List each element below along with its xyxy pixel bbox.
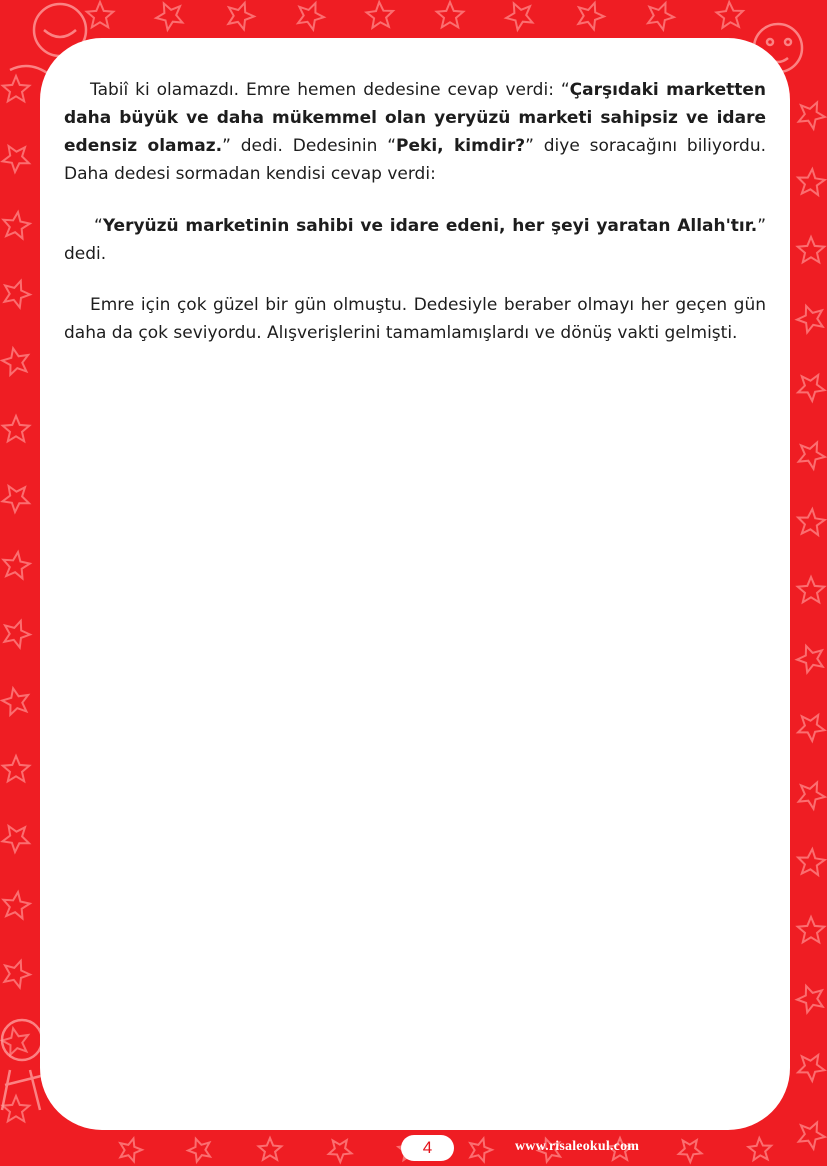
text-run: ” dedi.	[64, 216, 766, 264]
star-icon	[3, 76, 30, 101]
story-text	[64, 76, 766, 347]
star-icon	[120, 1139, 142, 1162]
website-link[interactable]: www.risaleokul.com	[515, 1139, 640, 1154]
star-icon	[799, 102, 825, 128]
bold-text-run: Yeryüzü marketinin sahibi ve idare edeni, her şeyi yaratan Allah'tır.	[102, 216, 758, 236]
star-icon	[3, 552, 29, 578]
paragraph-1	[64, 76, 766, 188]
star-icon	[367, 2, 394, 28]
star-icon	[799, 782, 825, 808]
star-icon	[228, 3, 254, 30]
bold-text-run: Çarşıdaki marketten daha büyük ve daha mükemmel olan yeryüzü marketi sahipsiz ve idare edensiz olamaz.	[64, 80, 766, 156]
star-icon	[798, 237, 825, 262]
star-icon	[717, 2, 744, 28]
paragraph-3	[64, 291, 766, 347]
page-number: 4	[401, 1135, 454, 1161]
star-icon	[797, 646, 823, 673]
star-icon	[799, 1122, 825, 1148]
star-icon	[3, 892, 29, 918]
star-icon	[3, 756, 30, 781]
bold-text-run: Peki, kimdir?	[396, 136, 526, 156]
star-icon	[470, 1139, 492, 1162]
star-icon	[298, 3, 324, 30]
star-icon	[3, 212, 29, 238]
star-icon	[188, 1139, 210, 1162]
star-icon	[3, 416, 30, 441]
star-icon	[506, 3, 532, 29]
star-icon	[4, 281, 30, 308]
star-icon	[798, 375, 825, 401]
star-icon	[2, 688, 28, 715]
star-icon	[797, 306, 823, 333]
text-run: “	[94, 216, 103, 236]
star-icon	[798, 577, 825, 602]
star-icon	[329, 1140, 352, 1162]
star-icon	[2, 826, 29, 852]
star-icon	[648, 3, 674, 30]
child-doodle-bottom-left	[2, 1020, 45, 1110]
star-icon	[2, 486, 29, 512]
star-icon	[797, 986, 823, 1013]
star-icon	[87, 2, 114, 27]
star-icon	[2, 146, 29, 172]
star-icon	[679, 1140, 702, 1162]
paragraph-2	[64, 212, 766, 268]
text-run: Emre için çok güzel bir gün olmuştu. Dedesiyle beraber olmayı her geçen gün daha da çok seviyordu. Alışverişlerini tamamlamışlardı ve dönüş vakti gelmişti.	[64, 295, 766, 343]
star-icon	[4, 621, 30, 648]
text-run: Tabiî ki olamazdı. Emre hemen dedesine cevap verdi: “	[90, 80, 570, 100]
star-icon	[798, 715, 825, 741]
star-icon	[798, 849, 825, 875]
star-icon	[578, 3, 604, 30]
star-icon	[437, 2, 464, 27]
star-icon	[156, 3, 182, 29]
text-run: ” dedi. Dedesinin “	[222, 136, 397, 156]
star-icon	[798, 169, 825, 195]
star-icon	[798, 1055, 825, 1081]
star-icon	[748, 1138, 771, 1160]
star-icon	[798, 917, 825, 942]
star-icon	[3, 1096, 30, 1121]
star-icon	[799, 442, 825, 468]
star-icon	[4, 961, 30, 988]
star-icon	[2, 348, 28, 375]
star-icon	[259, 1138, 282, 1160]
star-icon	[798, 509, 825, 535]
text-run: ” diye soracağını biliyordu. Daha dedesi sormadan kendisi cevap verdi:	[64, 136, 767, 184]
